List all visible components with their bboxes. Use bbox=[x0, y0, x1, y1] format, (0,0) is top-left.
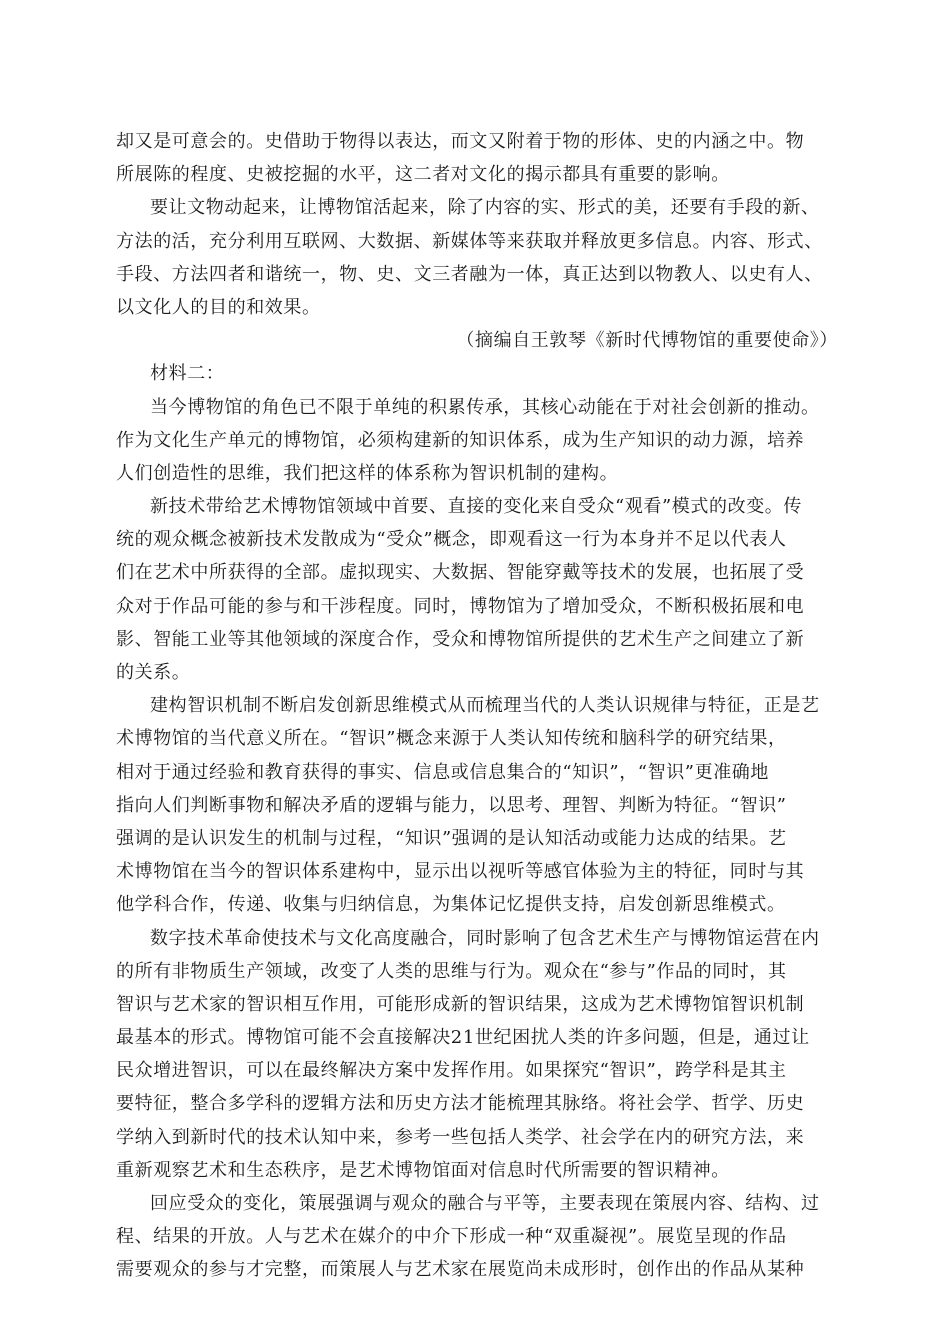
text-line: 作为文化生产单元的博物馆，必须构建新的知识体系，成为生产知识的动力源，培养 bbox=[116, 429, 805, 451]
text-line: 众对于作品可能的参与和干涉程度。同时，博物馆为了增加受众，不断积极拓展和电 bbox=[116, 595, 805, 617]
text-line: 的所有非物质生产领域，改变了人类的思维与行为。观众在“参与”作品的同时，其 bbox=[116, 960, 787, 982]
document-body bbox=[116, 125, 856, 1287]
text-line: 重新观察艺术和生态秩序，是艺术博物馆面对信息时代所需要的智识精神。 bbox=[116, 1159, 730, 1181]
text-line: 却又是可意会的。史借助于物得以表达，而文又附着于物的形体、史的内涵之中。物 bbox=[116, 131, 805, 152]
text-line: 们在艺术中所获得的全部。虚拟现实、大数据、智能穿戴等技术的发展，也拓展了受 bbox=[116, 562, 805, 584]
text-line: 人们创造性的思维，我们把这样的体系称为智识机制的建构。 bbox=[116, 462, 619, 484]
text-line: 所展陈的程度、史被挖掘的水平，这二者对文化的揭示都具有重要的影响。 bbox=[116, 164, 730, 186]
text-line: 智识与艺术家的智识相互作用，可能形成新的智识结果，这成为艺术博物馆智识机制 bbox=[116, 993, 805, 1015]
text-line: 影、智能工业等其他领域的深度合作，受众和博物馆所提供的艺术生产之间建立了新 bbox=[116, 628, 805, 650]
text-line: 的关系。 bbox=[116, 662, 191, 683]
source-citation: （摘编自王敦琴《新时代博物馆的重要使命》） bbox=[456, 330, 838, 352]
text-line: 强调的是认识发生的机制与过程，“知识”强调的是认知活动或能力达成的结果。艺 bbox=[116, 827, 787, 849]
text-line: 程、结果的开放。人与艺术在媒介的中介下形成一种“双重凝视”。展览呈现的作品 bbox=[116, 1226, 787, 1248]
text-line: 数字技术革命使技术与文化高度融合，同时影响了包含艺术生产与博物馆运营在内 bbox=[150, 927, 820, 949]
text-line: 手段、方法四者和谐统一，物、史、文三者融为一体，真正达到以物教人、以史有人、 bbox=[116, 263, 823, 285]
text-line: 新技术带给艺术博物馆领域中首要、直接的变化来自受众“观看”模式的改变。传 bbox=[150, 496, 803, 518]
text-line: 最基本的形式。博物馆可能不会直接解决21世纪困扰人类的许多问题，但是，通过让 bbox=[116, 1027, 810, 1049]
text-line: 当今博物馆的角色已不限于单纯的积累传承，其核心动能在于对社会创新的推动。 bbox=[150, 396, 820, 418]
text-line: 指向人们判断事物和解决矛盾的逻辑与能力，以思考、理智、判断为特征。“智识” bbox=[116, 794, 787, 816]
text-line: 需要观众的参与才完整，而策展人与艺术家在展览尚未成形时，创作出的作品从某种 bbox=[116, 1259, 805, 1281]
text-line: 学纳入到新时代的技术认知中来，参考一些包括人类学、社会学在内的研究方法，来 bbox=[116, 1126, 805, 1148]
text-line: 他学科合作，传递、收集与归纳信息，为集体记忆提供支持，启发创新思维模式。 bbox=[116, 894, 786, 916]
text-line: 术博物馆在当今的智识体系建构中，显示出以视听等感官体验为主的特征，同时与其 bbox=[116, 861, 805, 883]
text-line: 以文化人的目的和效果。 bbox=[116, 296, 321, 318]
text-line: 统的观众概念被新技术发散成为“受众”概念，即观看这一行为本身并不足以代表人 bbox=[116, 529, 787, 551]
text-line: 方法的活，充分利用互联网、大数据、新媒体等来获取并释放更多信息。内容、形式、 bbox=[116, 230, 823, 252]
text-line: 材料二： bbox=[150, 363, 225, 385]
text-line: 相对于通过经验和教育获得的事实、信息或信息集合的“知识”，“智识”更准确地 bbox=[116, 761, 770, 783]
text-line: 要让文物动起来，让博物馆活起来，除了内容的实、形式的美，还要有手段的新、 bbox=[150, 197, 820, 219]
text-line: 回应受众的变化，策展强调与观众的融合与平等，主要表现在策展内容、结构、过 bbox=[150, 1193, 820, 1214]
text-line: 建构智识机制不断启发创新思维模式从而梳理当代的人类认识规律与特征，正是艺 bbox=[150, 695, 820, 717]
text-line: 民众增进智识，可以在最终解决方案中发挥作用。如果探究“智识”，跨学科是其主 bbox=[116, 1060, 787, 1082]
text-line: 要特征，整合多学科的逻辑方法和历史方法才能梳理其脉络。将社会学、哲学、历史 bbox=[116, 1093, 805, 1115]
text-line: 术博物馆的当代意义所在。“智识”概念来源于人类认知传统和脑科学的研究结果， bbox=[116, 728, 787, 750]
